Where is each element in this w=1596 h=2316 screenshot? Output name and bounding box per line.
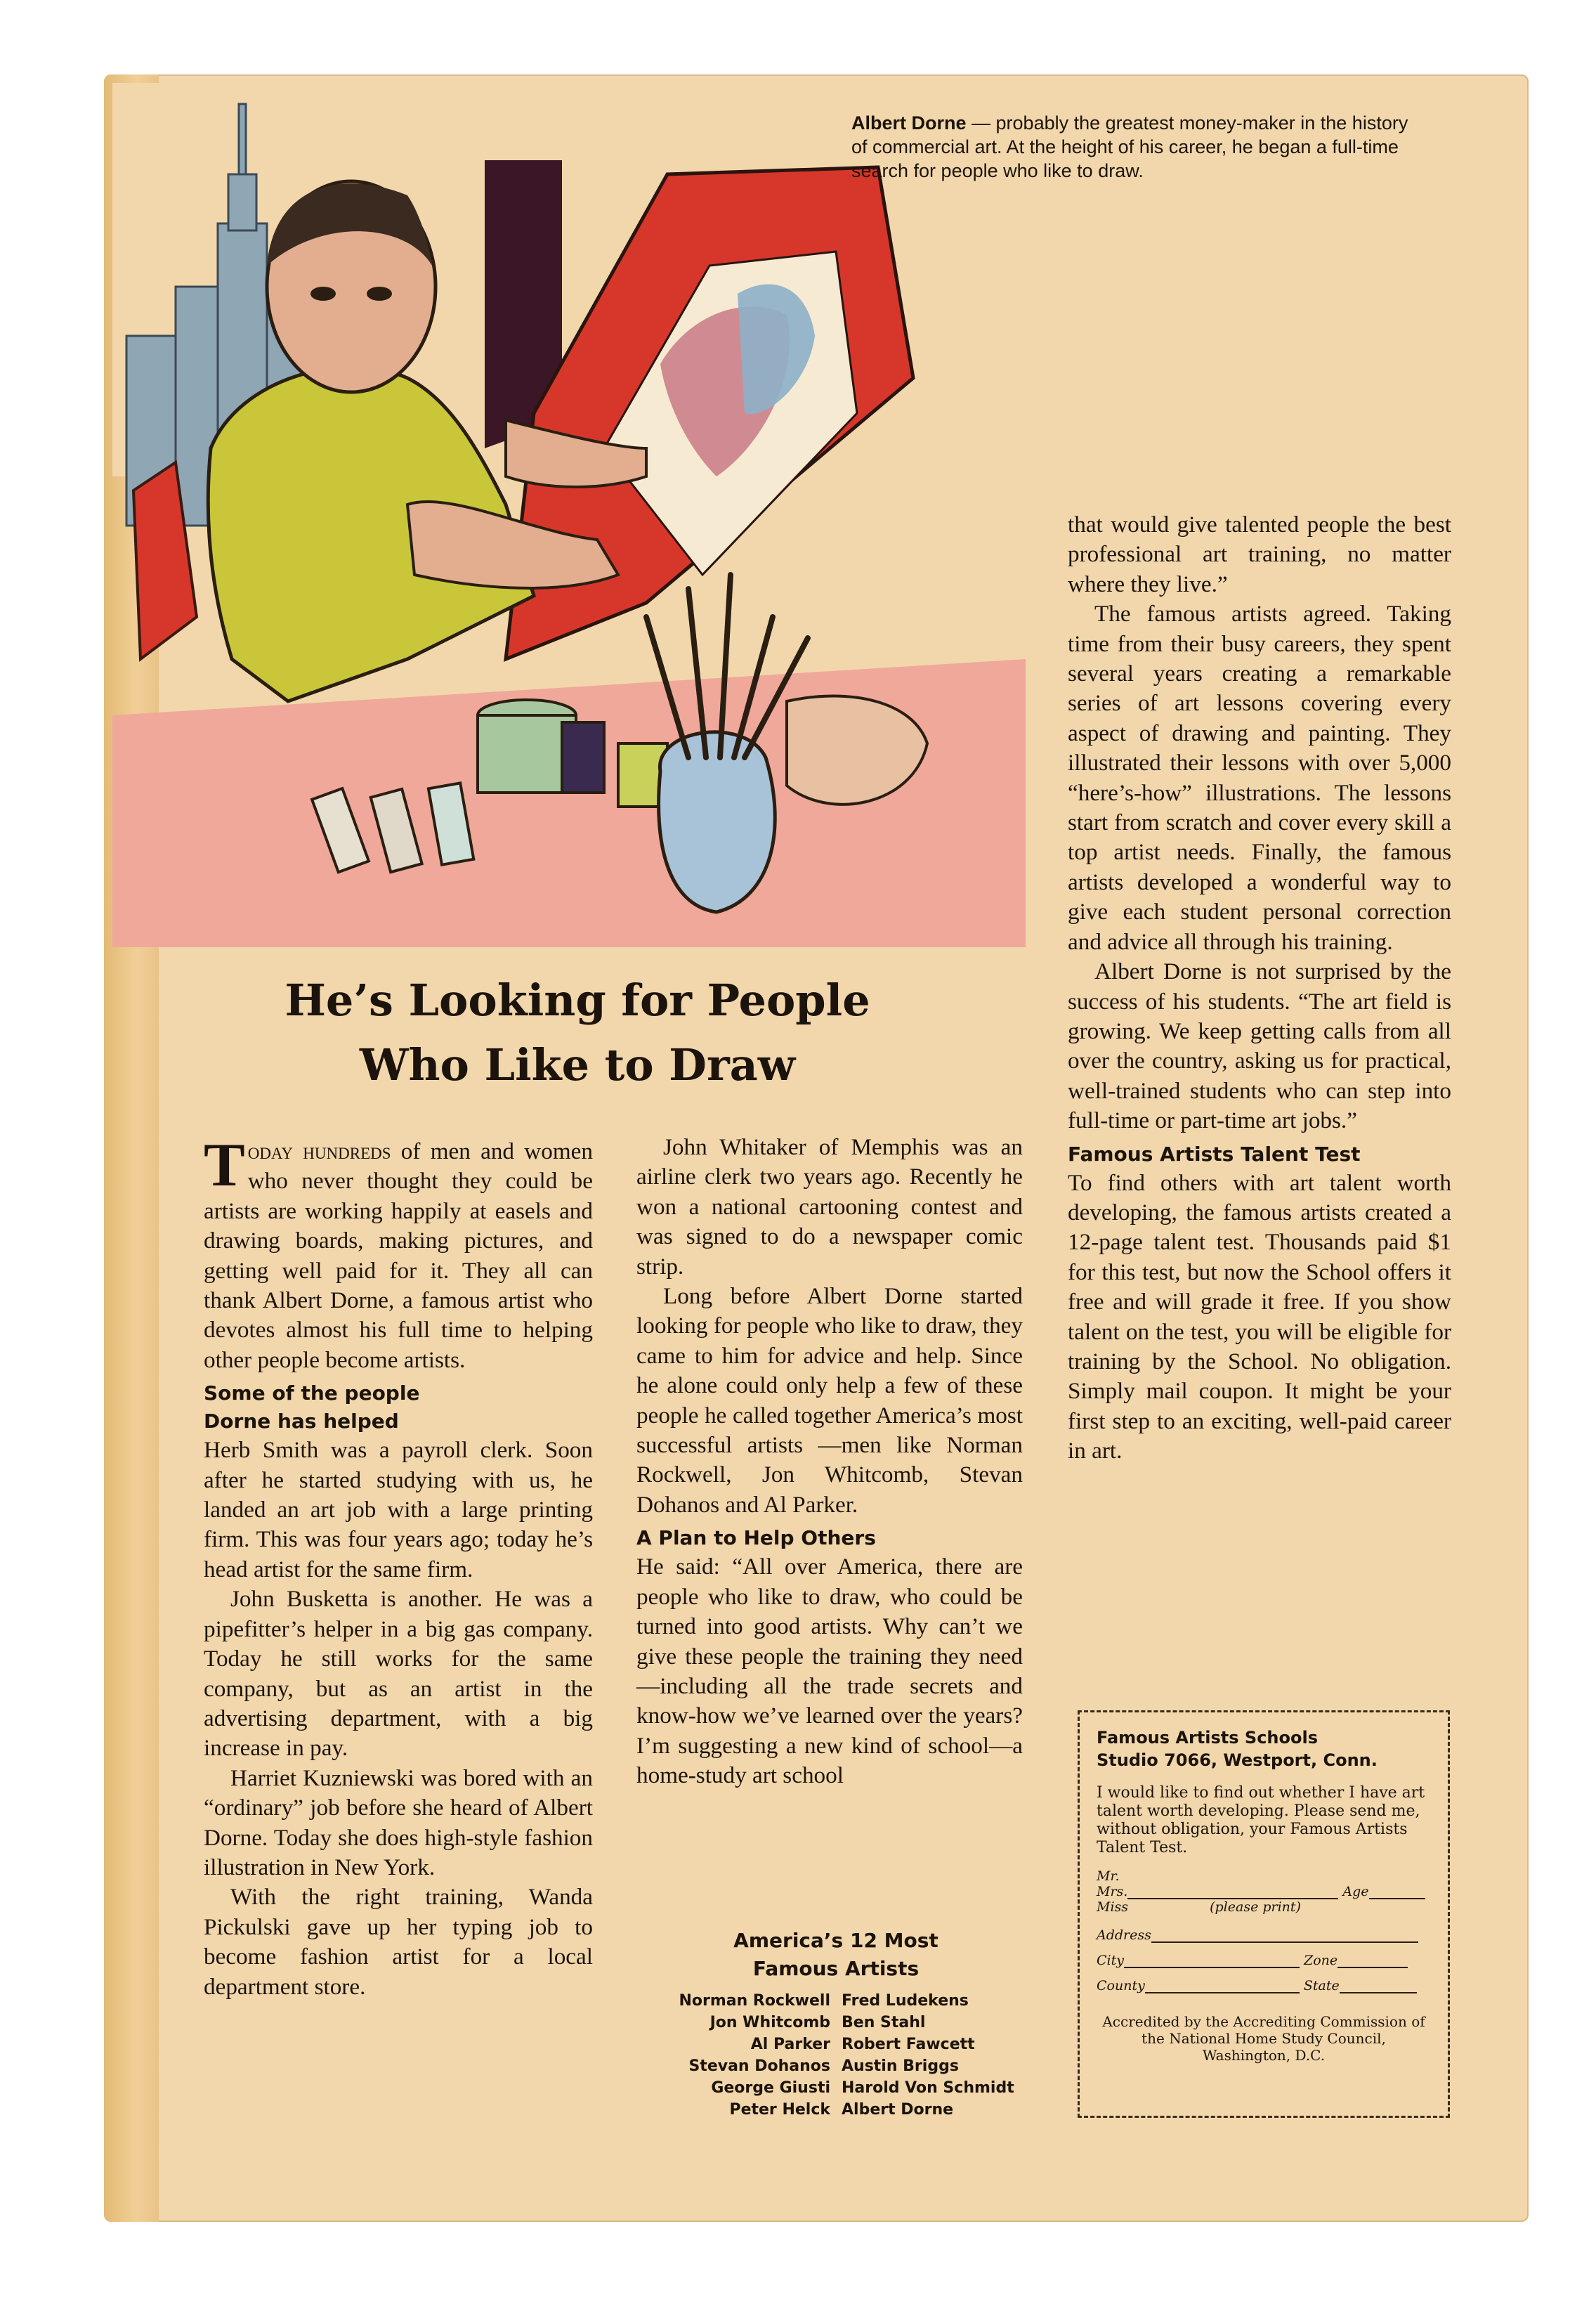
article-column-3 bbox=[1068, 510, 1451, 1466]
subhead-talent-test: Famous Artists Talent Test bbox=[1068, 1142, 1361, 1166]
famous-artists-table bbox=[632, 1990, 1040, 2121]
paragraph-artists-agreed: The famous artists agreed. Taking time from their busy careers, they spent several years creating a remarkable series of art lessons covering every aspect of drawing and painting. They illustrated their lessons with over 5,000 “here’s-how” illustrations. The lessons start from scratch and cover every skill a top artist needs. Finally, the famous artists developed a wonderful way to give each student personal correction and advice all through his training. bbox=[1068, 601, 1451, 955]
artist-name: Robert Fawcett bbox=[842, 2036, 975, 2053]
artist-name: Al Parker bbox=[750, 2036, 830, 2053]
paragraph-john-whitaker: John Whitaker of Memphis was an airline clerk two years ago. Recently he won a national cartooning contest and was signed to do a newspaper comic strip. bbox=[636, 1134, 1023, 1280]
coupon-body: I would like to find out whether I have art talent worth developing. Please send me, without obligation, your Famous Artists Talent Test. bbox=[1097, 1784, 1425, 1856]
intro-lead: oday hundreds bbox=[247, 1138, 391, 1164]
headline-line-2: Who Like to Draw bbox=[359, 1039, 796, 1091]
albert-dorne-illustration bbox=[112, 83, 1026, 947]
article-column-2 bbox=[636, 1133, 1023, 1791]
city-field[interactable]: City Zone bbox=[1097, 1953, 1431, 1974]
paragraph-continued: that would give talented people the best professional art training, no matter where they live.” bbox=[1068, 512, 1451, 597]
artist-name: Jon Whitcomb bbox=[709, 2014, 830, 2031]
paragraph-herb-smith: Herb Smith was a payroll clerk. Soon after he started studying with us, he landed an art job with a large printing firm. This was four years ago; today he’s head artist for the same firm. bbox=[204, 1437, 593, 1582]
accreditation-note: Accredited by the Accrediting Commission of the National Home Study Council, Washington, D.C. bbox=[1102, 2013, 1425, 2064]
artist-name: Stevan Dohanos bbox=[688, 2057, 830, 2075]
article-column-1 bbox=[204, 1131, 593, 2002]
drop-cap: T bbox=[204, 1131, 245, 1199]
subhead-people-helped: Some of the people Dorne has helped bbox=[204, 1381, 420, 1433]
paragraph-not-surprised: Albert Dorne is not surprised by the success of his students. “The art field is growing. We keep getting calls from all over the country, asking us for practical, well-trained students who can step into full-time or part-time art jobs.” bbox=[1068, 958, 1451, 1134]
caption-text: — probably the greatest money-maker in the history of commercial art. At the height of his career, he began a full-time search for people who like to draw. bbox=[851, 112, 1408, 181]
artist-name: George Giusti bbox=[711, 2079, 830, 2097]
illustration-caption bbox=[851, 111, 1413, 183]
artist-name: Ben Stahl bbox=[842, 2014, 926, 2031]
caption-name: Albert Dorne bbox=[851, 112, 967, 134]
coupon-school: Famous Artists Schools Studio 7066, Westport, Conn. bbox=[1097, 1728, 1378, 1770]
address-field[interactable]: Address bbox=[1097, 1927, 1431, 1949]
famous-artists-list bbox=[632, 1927, 1040, 2121]
name-field[interactable]: Mr. Mrs. Age Miss (please print) bbox=[1097, 1868, 1431, 1913]
please-print-note: (please print) bbox=[1210, 1899, 1301, 1915]
intro-text: of men and women who never thought they could be artists are working happily at easels and drawing boards, making pictures, and getting well paid for it. They all can thank Albert Dorne, a famous artist who devotes almost his full time to helping other people become artists. bbox=[204, 1138, 593, 1373]
table-top bbox=[112, 659, 1026, 947]
headline-line-1: He’s Looking for People bbox=[284, 975, 870, 1026]
artist-name: Norman Rockwell bbox=[679, 1992, 830, 2010]
paragraph-he-said: He said: “All over America, there are people who like to draw, who could be turned into good artists. Why can’t we give these people the training they need—including all the trade secrets and know-how we’ve learned over the years? I’m suggesting a new kind of school—a home-study art school bbox=[636, 1554, 1023, 1789]
brush-jar bbox=[659, 732, 776, 912]
artist-name: Harold Von Schmidt bbox=[842, 2079, 1014, 2097]
paragraph-wanda-pickulski: With the right training, Wanda Pickulski gave up her typing job to become fashion artist for a local department store. bbox=[204, 1884, 593, 2000]
headline bbox=[184, 968, 971, 1098]
famous-artists-title: America’s 12 Most Famous Artists bbox=[733, 1929, 938, 1980]
paragraph-long-before: Long before Albert Dorne started looking for people who like to draw, they came to him for advice and help. Since he alone could only help a few of these people he called together America’s most successful artists —men like Norman Rockwell, Jon Whitcomb, Stevan Dohanos and Al Parker. bbox=[636, 1283, 1023, 1518]
paragraph-john-busketta: John Busketta is another. He was a pipefitter’s helper in a big gas company. Today he still works for the same company, but as an artist in the advertising department, with a big increase in pay. bbox=[204, 1586, 593, 1762]
artist-name: Peter Helck bbox=[729, 2101, 830, 2119]
artist-name: Albert Dorne bbox=[842, 2101, 954, 2119]
intro-paragraph bbox=[204, 1131, 593, 1375]
mail-coupon[interactable] bbox=[1078, 1710, 1450, 2118]
paragraph-talent-test: To find others with art talent worth developing, the famous artists created a 12-page talent test. Thousands paid $1 for this test, but now the School offers it free and will grade it free. If you show talent on the test, you will be eligible for training by the School. No obligation. Simply mail coupon. It might be your first step to an exciting, well-paid career in art. bbox=[1068, 1169, 1451, 1464]
artist-name: Fred Ludekens bbox=[842, 1992, 969, 2010]
paragraph-harriet-kuzniewski: Harriet Kuzniewski was bored with an “ordinary” job before she heard of Albert Dorne. Today she does high-style fashion illustration in New York. bbox=[204, 1764, 593, 1880]
artist-name: Austin Briggs bbox=[842, 2057, 959, 2075]
county-field[interactable]: County State bbox=[1097, 1978, 1431, 1999]
subhead-plan: A Plan to Help Others bbox=[636, 1526, 876, 1550]
